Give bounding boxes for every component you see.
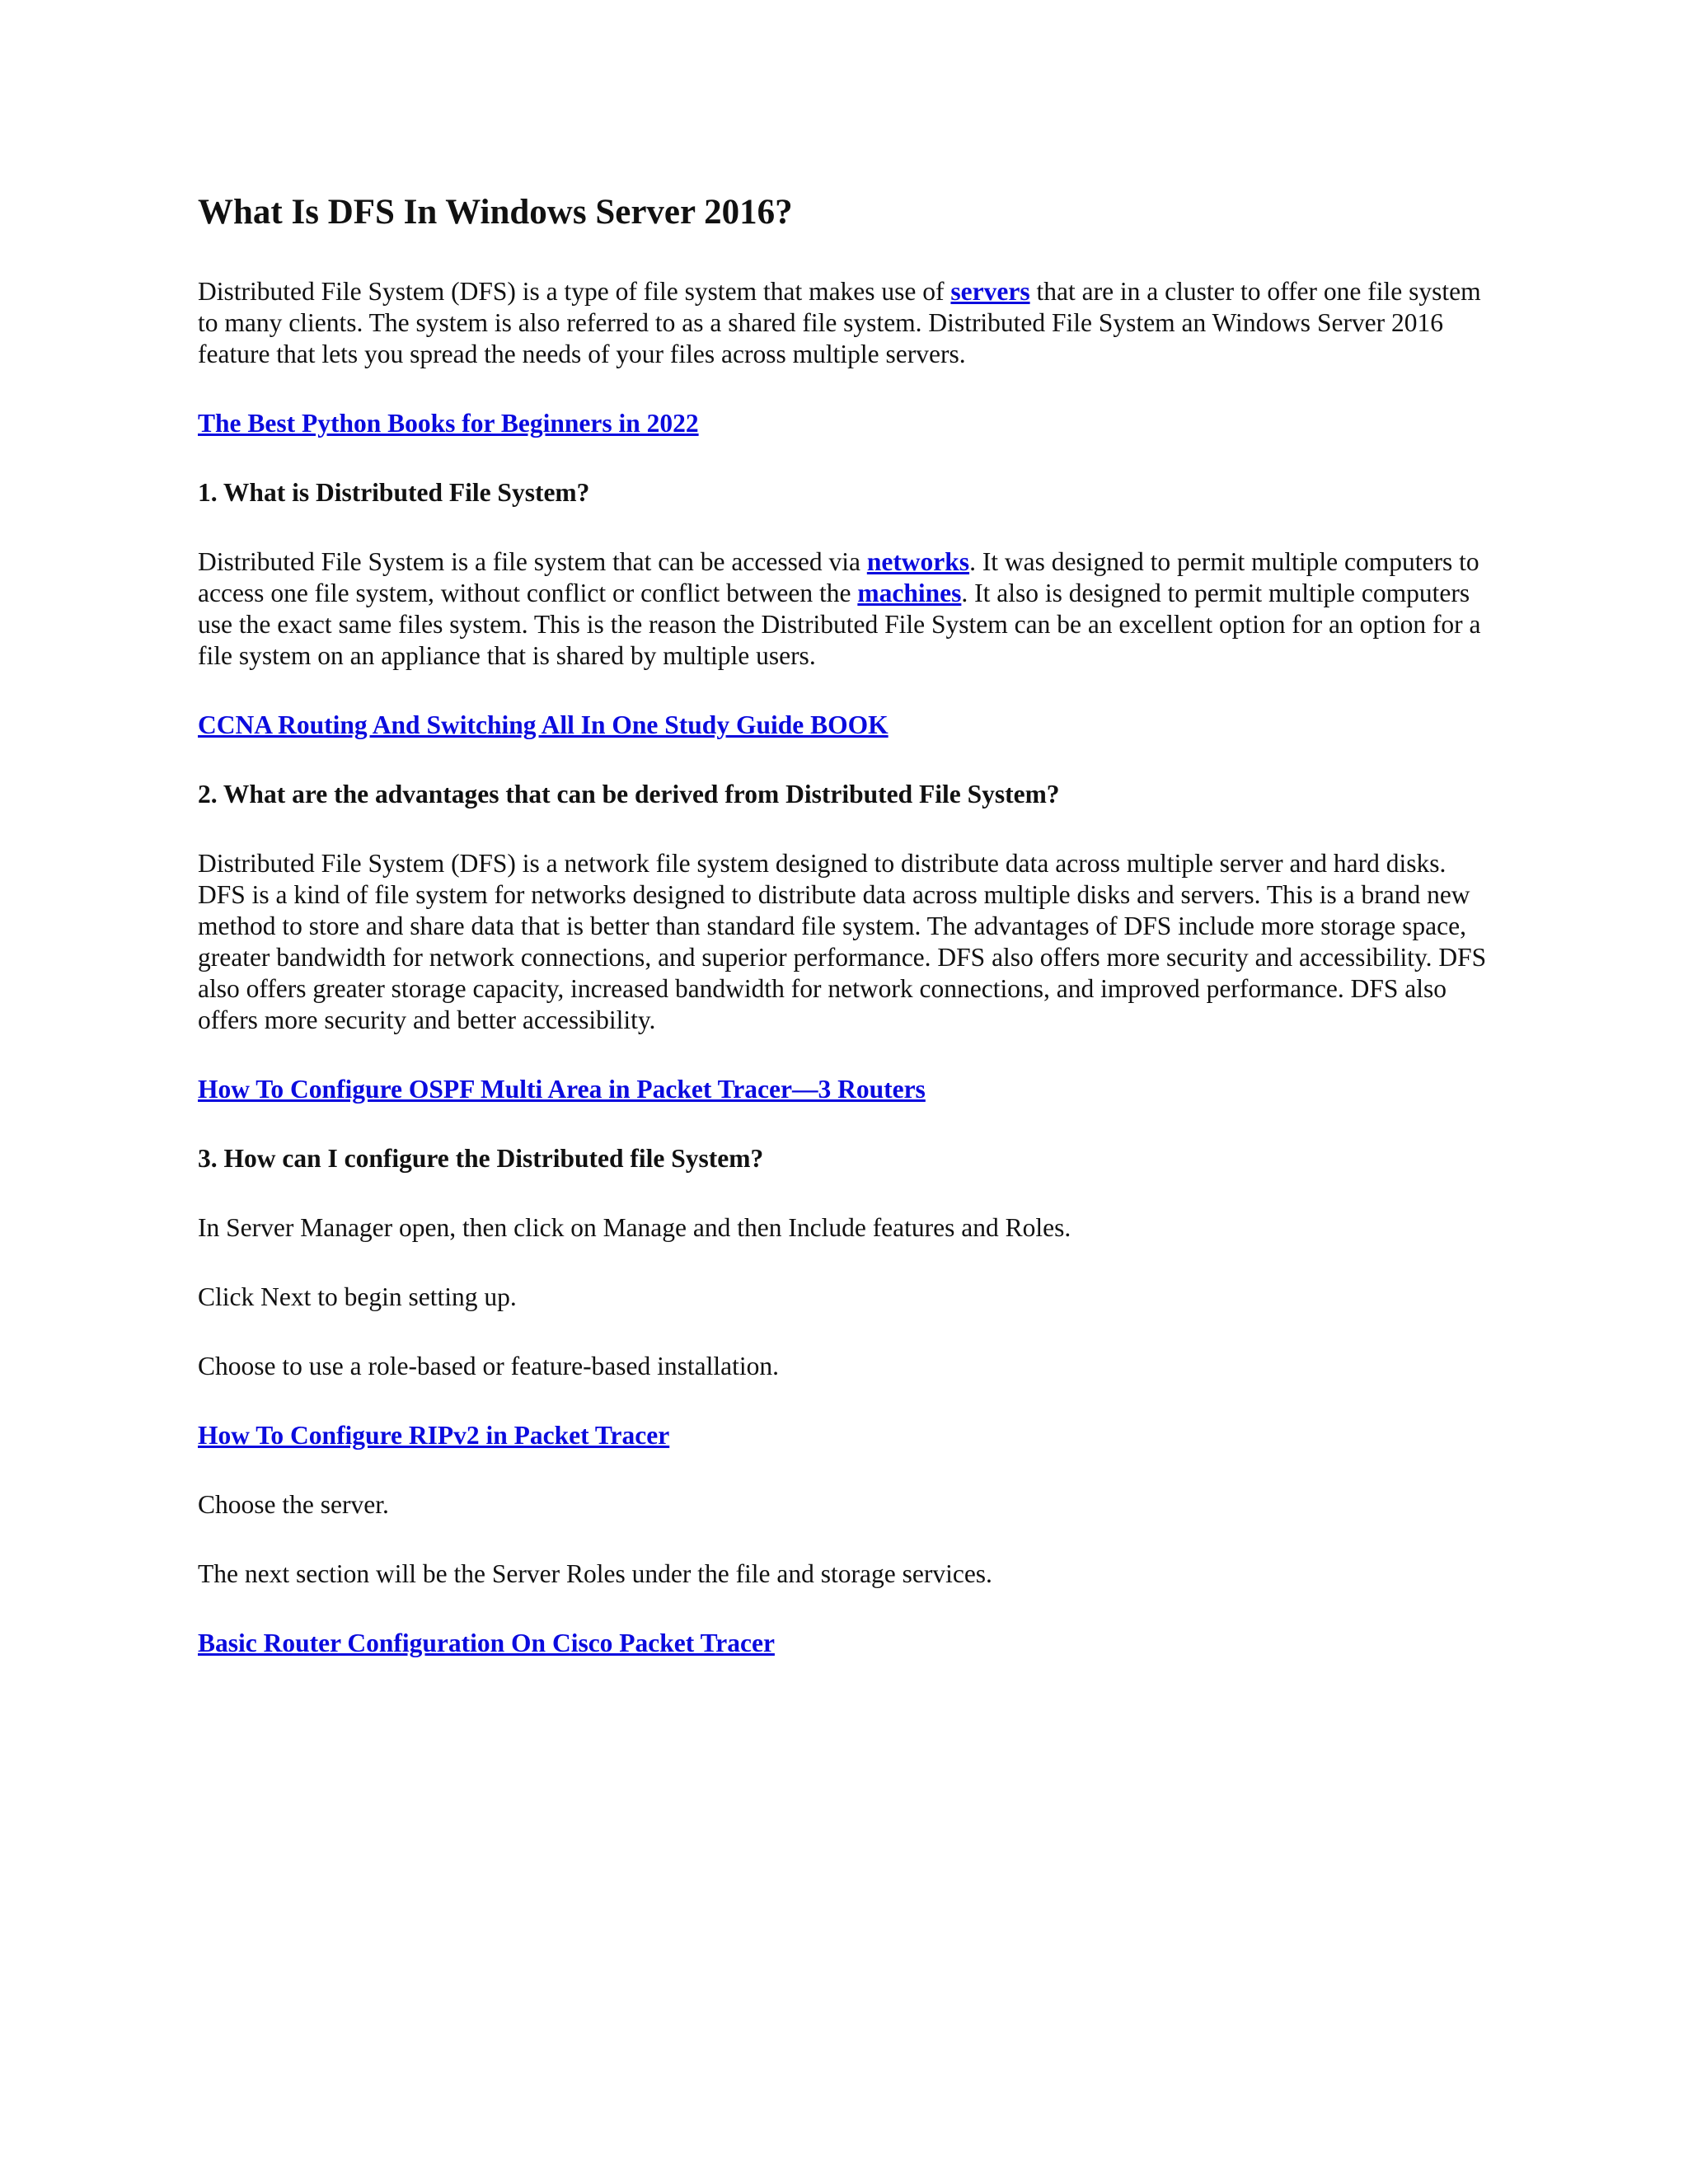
step-4-paragraph: Choose the server. [198,1490,389,1519]
python-books-link[interactable]: The Best Python Books for Beginners in 2022 [198,409,699,438]
ccna-guide-link[interactable]: CCNA Routing And Switching All In One Study Guide BOOK [198,710,889,739]
link-paragraph-1 [198,408,1492,439]
link-paragraph-5 [198,1628,1492,1659]
section-3-heading: 3. How can I configure the Distributed file System? [198,1144,764,1173]
section-2-heading: 2. What are the advantages that can be derived from Distributed File System? [198,780,1060,808]
step-5-paragraph: The next section will be the Server Roles under the file and storage services. [198,1559,992,1588]
step-3-paragraph: Choose to use a role-based or feature-based installation. [198,1352,780,1380]
link-paragraph-4 [198,1420,1492,1451]
ospf-multi-area-link[interactable]: How To Configure OSPF Multi Area in Packet Tracer—3 Routers [198,1075,926,1104]
step-2-paragraph: Click Next to begin setting up. [198,1282,517,1311]
section-1-text-b: . It was designed to permit multiple computers to access one file system, without conflict or conflict between the [198,547,1479,607]
page-title: What Is DFS In Windows Server 2016? [198,193,793,232]
networks-link[interactable]: networks [866,547,970,576]
section-2-paragraph: Distributed File System (DFS) is a network file system designed to distribute data across multiple server and hard disks. DFS is a kind of file system for networks designed to distribute data across multiple disks and servers. This is a brand new method to store and share data that is better than standard file system. The advantages of DFS include more storage space, greater bandwidth for network connections, and superior performance. DFS also offers more security and accessibility. DFS also offers greater storage capacity, increased bandwidth for network connections, and improved performance. DFS also offers more security and better accessibility. [198,849,1487,1034]
intro-paragraph [198,276,1492,370]
section-1-text-c: . It also is designed to permit multiple computers use the exact same files system. This is the reason the Distributed File System can be an excellent option for an option for a file system on an appliance that is shared by multiple users. [198,579,1481,670]
basic-router-config-link[interactable]: Basic Router Configuration On Cisco Packet Tracer [198,1629,775,1657]
ripv2-link[interactable]: How To Configure RIPv2 in Packet Tracer [198,1421,670,1450]
step-1-paragraph: In Server Manager open, then click on Manage and then Include features and Roles. [198,1213,1071,1242]
section-1-heading: 1. What is Distributed File System? [198,478,590,507]
document-page [198,191,1492,1697]
link-paragraph-3 [198,1074,1492,1105]
intro-text-after: that are in a cluster to offer one file system to many clients. The system is also referred to as a shared file system. Distributed File System an Windows Server 2016 feature that lets you spread the needs of your files across multiple servers. [198,277,1481,368]
section-1-text-a: Distributed File System is a file system that can be accessed via [198,547,867,576]
section-1-paragraph [198,546,1492,672]
servers-link[interactable]: servers [950,277,1030,306]
intro-text-before: Distributed File System (DFS) is a type of file system that makes use of [198,277,951,306]
link-paragraph-2 [198,710,1492,741]
machines-link[interactable]: machines [857,579,962,607]
